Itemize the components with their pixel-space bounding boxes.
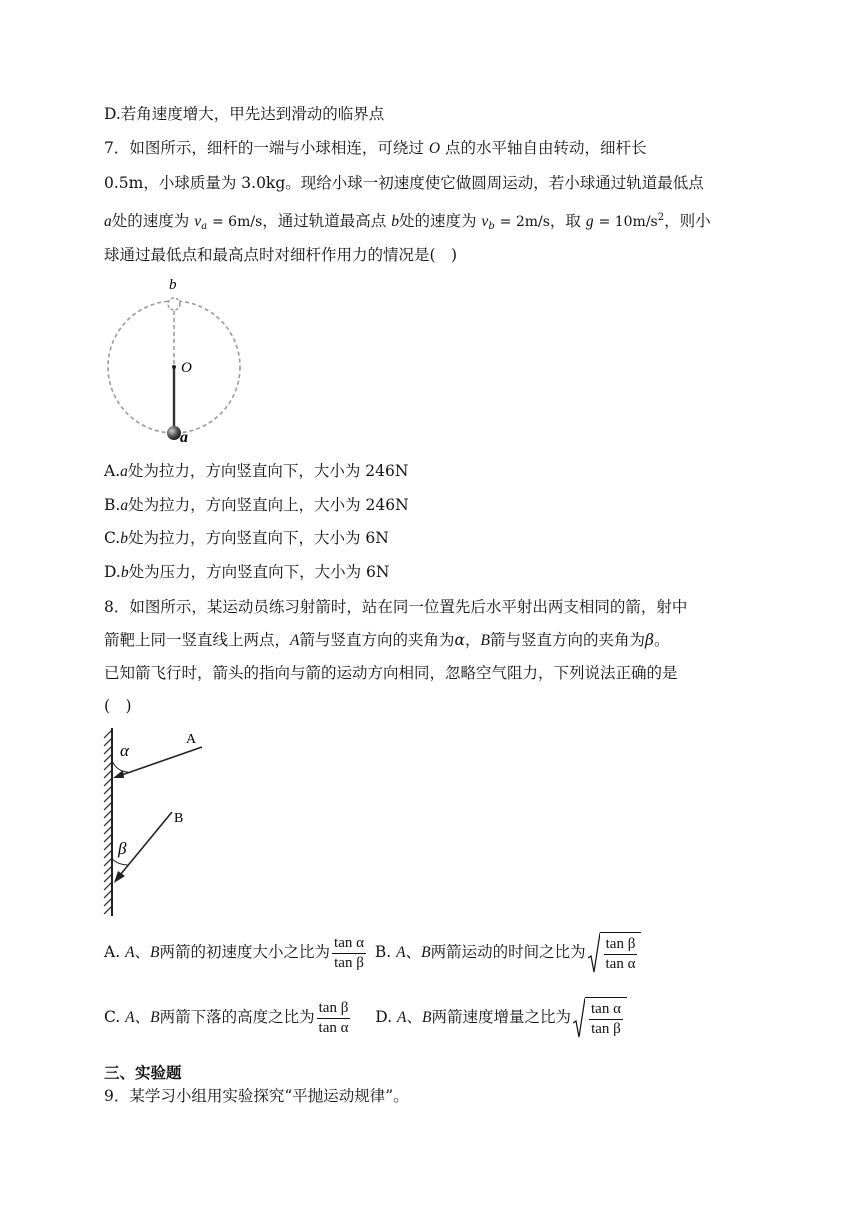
q7-option-d: D.b处为压力，方向竖直向下，大小为 6N xyxy=(104,563,390,581)
q7-option-c: C.b处为拉力，方向竖直向下，大小为 6N xyxy=(104,529,389,547)
label-beta: β xyxy=(118,839,127,858)
q6-option-d: D.若角速度增大，甲先达到滑动的临界点 xyxy=(104,105,385,123)
q8-option-a: A. A、B两箭的初速度大小之比为 $\frac{\text{tan α}}{\text{tan β}}$ xyxy=(104,934,364,971)
fraction: $\frac{\text{tan α}}{\text{tan β}}$ xyxy=(334,934,364,971)
q7-stem-line1: 7．如图所示，细杆的一端与小球相连，可绕过 O 点的水平轴自由转动，细杆长 xyxy=(104,139,647,157)
pivot-o xyxy=(172,365,176,369)
label-b: b xyxy=(169,277,177,293)
q8-options-row2 xyxy=(104,996,627,1040)
label-o: O xyxy=(181,360,192,376)
q7-stem-line2: 0.5m，小球质量为 3.0kg。现给小球一初速度使它做圆周运动，若小球通过轨道最低点 xyxy=(104,174,704,192)
label-a: a xyxy=(180,429,188,446)
label-alpha: α xyxy=(120,741,129,760)
fraction: $\frac{\text{tan β}}{\text{tan α}}$ xyxy=(605,936,636,972)
angle-alpha-arc xyxy=(112,760,128,772)
q9-stem-line1: 9．某学习小组用实验探究“平抛运动规律”。 xyxy=(104,1087,409,1105)
section-heading: 三、实验题 xyxy=(104,1064,182,1082)
q8-stem-line2: 箭靶上同一竖直线上两点，A箭与竖直方向的夹角为α，B箭与竖直方向的夹角为β。 xyxy=(104,631,670,649)
fraction: $\frac{\text{tan α}}{\text{tan β}}$ xyxy=(591,1001,621,1037)
angle-beta-arc xyxy=(112,859,128,865)
q7-stem-line4: 球通过最低点和最高点时对细杆作用力的情况是( ) xyxy=(104,246,458,264)
q8-option-b: B. A、B两箭运动的时间之比为 $\frac{\text{tan β}}{\text{tan α}}$ xyxy=(375,943,641,961)
q8-option-d: D. A、B两箭速度增量之比为 $\frac{\text{tan α}}{\text{tan β}}$ xyxy=(375,1008,627,1026)
top-ball-position xyxy=(168,298,180,310)
q8-stem-line3: 已知箭飞行时，箭头的指向与箭的运动方向相同，忽略空气阻力，下列说法正确的是 xyxy=(104,664,678,682)
label-b-arrow: B xyxy=(174,811,184,826)
q8-stem-line1: 8．如图所示，某运动员练习射箭时，站在同一位置先后水平射出两支相同的箭，射中 xyxy=(104,598,688,616)
ball xyxy=(167,426,181,440)
q7-circle-figure xyxy=(100,276,250,446)
sqrt-symbol xyxy=(588,932,642,975)
q8-options-row1 xyxy=(104,931,641,975)
q8-stem-line4: ( ) xyxy=(104,697,132,715)
q7-option-b: B.a处为拉力，方向竖直向上，大小为 246N xyxy=(104,496,409,514)
fraction: $\frac{\text{tan β}}{\text{tan α}}$ xyxy=(318,999,349,1036)
sqrt-symbol xyxy=(573,997,627,1040)
label-a-arrow: A xyxy=(186,732,197,747)
wall-hatching xyxy=(104,730,112,914)
q8-option-c: C. A、B两箭下落的高度之比为 $\frac{\text{tan β}}{\text{tan α}}$ xyxy=(104,999,349,1036)
arrow-b-head xyxy=(114,871,125,883)
q8-arrow-figure xyxy=(98,726,218,921)
q7-stem-line3: a处的速度为 $v_a = 6m/s$，通过轨道最高点 b处的速度为 $v_b = 2m/s$，取 $g = 10m/s^2$，则小 xyxy=(104,212,711,232)
q7-option-a: A.a处为拉力，方向竖直向下，大小为 246N xyxy=(104,462,409,480)
